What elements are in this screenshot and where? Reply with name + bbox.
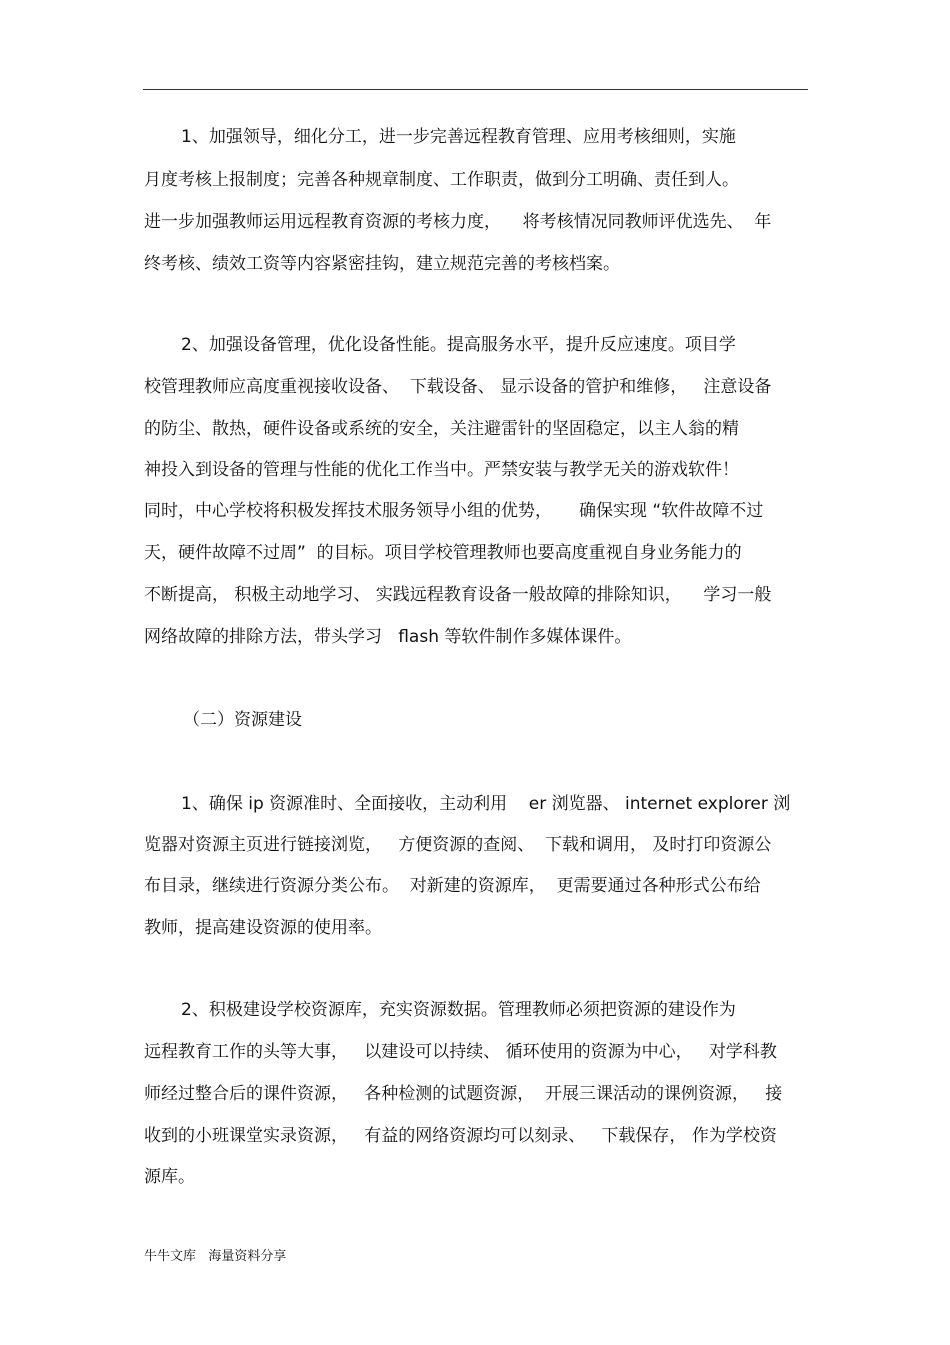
footer-watermark: 牛牛文库 海量资料分享 [144, 1249, 287, 1264]
text-line: 校管理教师应高度重视接收设备、 下载设备、 显示设备的管护和维修， 注意设备 [144, 377, 772, 397]
text-line: 师经过整合后的课件资源， 各种检测的试题资源， 开展三课活动的课例资源， 接 [144, 1084, 783, 1104]
text-line: 教师，提高建设资源的使用率。 [144, 918, 382, 938]
text-line: 同时，中心学校将积极发挥技术服务领导小组的优势， 确保实现 “软件故障不过 [144, 501, 764, 521]
text-line: 月度考核上报制度；完善各种规章制度、工作职责，做到分工明确、责任到人。 [144, 170, 739, 190]
text-line: 源库。 [144, 1167, 195, 1187]
text-line: 1、加强领导，细化分工，进一步完善远程教育管理、应用考核细则，实施 [181, 127, 736, 147]
text-line: 终考核、绩效工资等内容紧密挂钩，建立规范完善的考核档案。 [144, 254, 620, 274]
text-line: 收到的小班课堂实录资源， 有益的网络资源均可以刻录、 下载保存， 作为学校资 [144, 1126, 777, 1146]
header-rule [143, 89, 808, 90]
text-line: 远程教育工作的头等大事， 以建设可以持续、 循环使用的资源为中心， 对学科教 [144, 1042, 777, 1062]
text-line: 网络故障的排除方法，带头学习 flash 等软件制作多媒体课件。 [144, 627, 632, 647]
text-line: 进一步加强教师运用远程教育资源的考核力度， 将考核情况同教师评优选先、 年 [144, 212, 772, 232]
text-line: 2、积极建设学校资源库，充实资源数据。管理教师必须把资源的建设作为 [181, 1000, 736, 1020]
text-line: 神投入到设备的管理与性能的优化工作当中。严禁安装与教学无关的游戏软件！ [144, 460, 739, 480]
text-line: 2、加强设备管理，优化设备性能。提高服务水平，提升反应速度。项目学 [181, 335, 736, 355]
text-line: 布目录，继续进行资源分类公布。 对新建的资源库， 更需要通过各种形式公布给 [144, 876, 761, 896]
text-line: 的防尘、散热，硬件设备或系统的安全，关注避雷针的坚固稳定，以主人翁的精 [144, 419, 739, 439]
text-line: 天，硬件故障不过周” 的目标。项目学校管理教师也要高度重视自身业务能力的 [144, 543, 742, 563]
text-line: 不断提高， 积极主动地学习、 实践远程教育设备一般故障的排除知识， 学习一般 [144, 585, 772, 605]
text-line: 览器对资源主页进行链接浏览， 方便资源的查阅、 下载和调用， 及时打印资源公 [144, 835, 772, 855]
text-line: 1、确保 ip 资源准时、全面接收，主动利用 er 浏览器、 internet explorer 浏 [181, 794, 791, 814]
section-heading: （二）资源建设 [183, 710, 302, 730]
